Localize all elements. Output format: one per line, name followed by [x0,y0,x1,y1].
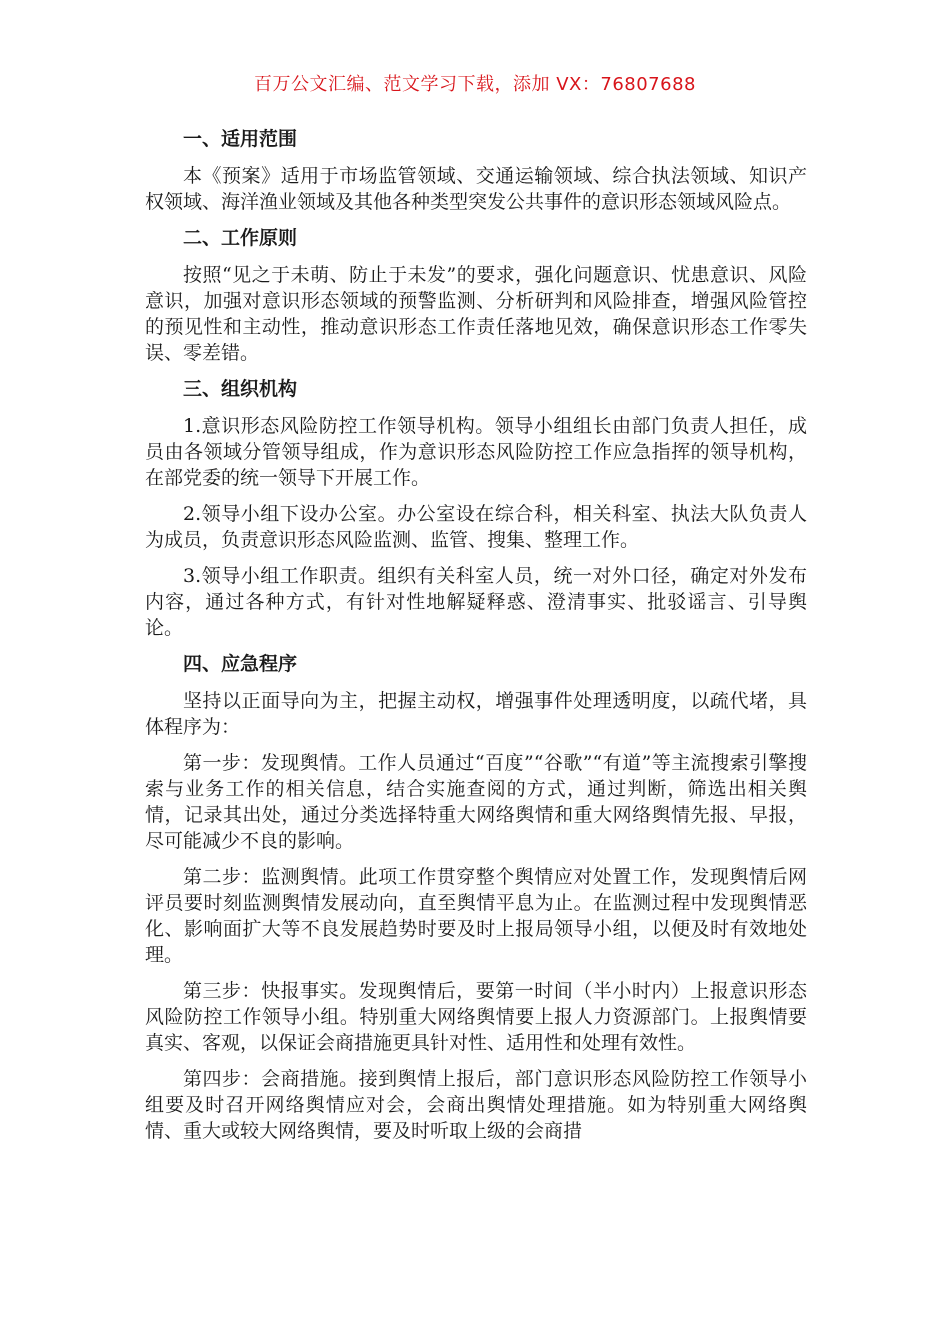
paragraph: 按照“见之于未萌、防止于未发”的要求，强化问题意识、忧患意识、风险意识，加强对意识形态领域的预警监测、分析研判和风险排查，增强风险管控的预见性和主动性，推动意识形态工作责任落地见效，确保意识形态工作零失误、零差错。 [145,264,807,364]
paragraph: 2.领导小组下设办公室。办公室设在综合科，相关科室、执法大队负责人为成员，负责意识形态风险监测、监管、搜集、整理工作。 [145,503,807,551]
paragraph: 第四步：会商措施。接到舆情上报后，部门意识形态风险防控工作领导小组要及时召开网络舆情应对会，会商出舆情处理措施。如为特别重大网络舆情、重大或较大网络舆情，要及时听取上级的会商措 [145,1068,807,1142]
paragraph: 第一步：发现舆情。工作人员通过“百度”“谷歌”“有道”等主流搜索引擎搜索与业务工作的相关信息，结合实施查阅的方式，通过判断，筛选出相关舆情，记录其出处，通过分类选择特重大网络舆情和重大网络舆情先报、早报，尽可能减少不良的影响。 [145,752,807,852]
promo-banner: 百万公文汇编、范文学习下载，添加 VX：76807688 [254,74,696,95]
section-heading: 三、组织机构 [183,378,298,400]
section-heading: 一、适用范围 [183,128,298,150]
document-body [145,126,807,1154]
paragraph: 坚持以正面导向为主，把握主动权，增强事件处理透明度，以疏代堵，具体程序为： [145,690,807,738]
section-heading: 四、应急程序 [183,653,298,675]
paragraph: 第三步：快报事实。发现舆情后，要第一时间（半小时内）上报意识形态风险防控工作领导小组。特别重大网络舆情要上报人力资源部门。上报舆情要真实、客观，以保证会商措施更具针对性、适用性和处理有效性。 [145,980,807,1054]
paragraph: 第二步：监测舆情。此项工作贯穿整个舆情应对处置工作，发现舆情后网评员要时刻监测舆情发展动向，直至舆情平息为止。在监测过程中发现舆情恶化、影响面扩大等不良发展趋势时要及时上报局领导小组，以便及时有效地处理。 [145,866,807,966]
paragraph: 3.领导小组工作职责。组织有关科室人员，统一对外口径，确定对外发布内容，通过各种方式，有针对性地解疑释惑、澄清事实、批驳谣言、引导舆论。 [145,565,807,639]
paragraph: 本《预案》适用于市场监管领域、交通运输领域、综合执法领域、知识产权领域、海洋渔业领域及其他各种类型突发公共事件的意识形态领域风险点。 [145,165,807,213]
paragraph: 1.意识形态风险防控工作领导机构。领导小组组长由部门负责人担任，成员由各领域分管领导组成，作为意识形态风险防控工作应急指挥的领导机构，在部党委的统一领导下开展工作。 [145,415,807,489]
section-heading: 二、工作原则 [183,227,298,249]
